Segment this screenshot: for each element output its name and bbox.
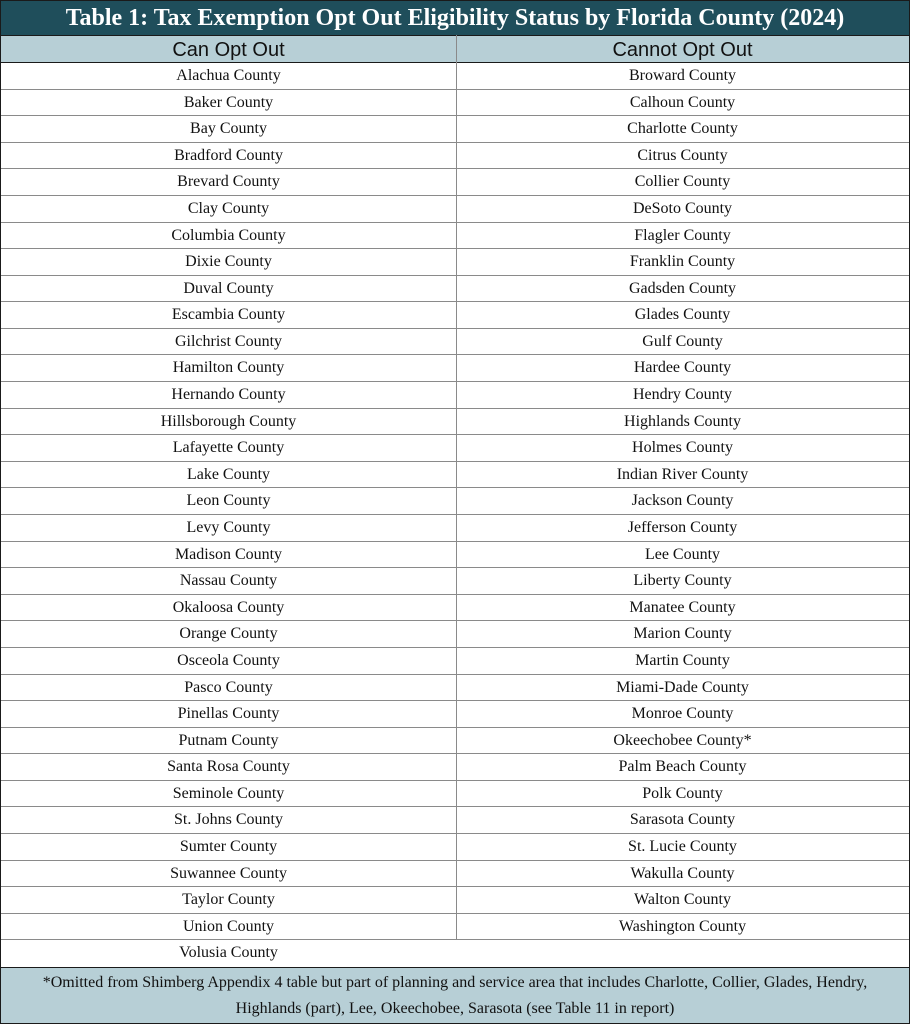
table-row [1, 435, 909, 462]
cannot-opt-out-cell: Gulf County [642, 332, 723, 350]
cannot-opt-out-cell: Washington County [618, 917, 747, 935]
can-opt-out-cell: Lafayette County [172, 439, 285, 457]
cannot-opt-out-cell: Franklin County [629, 253, 736, 271]
table-row [1, 90, 909, 117]
cannot-opt-out-cell: Jefferson County [627, 519, 738, 536]
can-opt-out-cell: Suwannee County [170, 864, 287, 882]
table-row [1, 914, 909, 941]
table-footnote [1, 967, 909, 1023]
can-opt-out-cell: Pinellas County [177, 705, 280, 723]
cannot-opt-out-cell: Calhoun County [629, 93, 736, 111]
can-opt-out-cell: Putnam County [178, 731, 279, 749]
table-row [1, 196, 909, 223]
table-row [1, 781, 909, 808]
table-row [1, 382, 909, 409]
can-opt-out-cell: Columbia County [171, 226, 286, 244]
can-opt-out-cell: Bay County [190, 120, 267, 138]
table-row [1, 169, 909, 196]
table-row [1, 329, 909, 356]
cannot-opt-out-cell: Martin County [635, 651, 730, 669]
table-row [1, 940, 909, 967]
table-row [1, 488, 909, 515]
can-opt-out-cell: Levy County [186, 519, 271, 536]
cannot-opt-out-cell: Wakulla County [630, 864, 735, 882]
cannot-opt-out-cell: Collier County [634, 173, 731, 191]
cannot-opt-out-cell: Holmes County [632, 439, 733, 457]
can-opt-out-cell: Nassau County [179, 572, 278, 590]
can-opt-out-cell: Duval County [183, 279, 274, 297]
cannot-opt-out-cell: Gadsden County [628, 279, 737, 297]
table-row [1, 302, 909, 329]
cannot-opt-out-cell: Manatee County [629, 598, 736, 616]
cannot-opt-out-cell: St. Lucie County [628, 838, 737, 856]
footnote-line-2: Highlands (part), Lee, Okeechobee, Sarasota (see Table 11 in report) [235, 1000, 675, 1017]
can-opt-out-cell: Hillsborough County [160, 412, 297, 430]
cannot-opt-out-cell: Palm Beach County [618, 758, 747, 776]
cannot-opt-out-cell: Hardee County [633, 359, 732, 377]
can-opt-out-cell: Hernando County [171, 386, 286, 404]
table-row [1, 807, 909, 834]
cannot-opt-out-cell: Liberty County [633, 572, 732, 590]
can-opt-out-cell: Hamilton County [172, 359, 285, 377]
can-opt-out-cell: Sumter County [179, 838, 278, 856]
can-opt-out-cell: Bradford County [174, 146, 283, 164]
can-opt-out-cell: Madison County [174, 545, 283, 563]
table-row [1, 675, 909, 702]
can-opt-out-cell: Clay County [187, 199, 270, 217]
table-row [1, 542, 909, 569]
cannot-opt-out-cell: Okeechobee County* [613, 731, 752, 749]
column-divider [456, 35, 457, 939]
table-row [1, 409, 909, 436]
footnote-line-1: *Omitted from Shimberg Appendix 4 table but part of planning and service area that includes Charlotte, Collier, Glades, Hendry, [42, 974, 868, 991]
table-row [1, 249, 909, 276]
cannot-opt-out-cell: DeSoto County [632, 199, 733, 217]
cannot-opt-out-cell: Lee County [644, 545, 721, 563]
can-opt-out-cell: Santa Rosa County [167, 758, 290, 776]
cannot-opt-out-cell: Polk County [642, 784, 723, 802]
table-row [1, 834, 909, 861]
can-opt-out-cell: Leon County [186, 492, 271, 510]
cannot-opt-out-cell: Glades County [634, 306, 731, 324]
table-row [1, 861, 909, 888]
can-opt-out-cell: Seminole County [172, 784, 285, 802]
can-opt-out-cell: Baker County [183, 93, 274, 111]
table-row [1, 621, 909, 648]
cannot-opt-out-cell: Highlands County [624, 412, 741, 430]
cannot-opt-out-cell: Jackson County [631, 492, 734, 510]
table-row [1, 728, 909, 755]
cannot-opt-out-cell: Monroe County [631, 705, 734, 723]
cannot-opt-out-cell: Walton County [634, 891, 731, 909]
table-row [1, 701, 909, 728]
table-row [1, 515, 909, 542]
can-opt-out-cell: Alachua County [176, 67, 281, 84]
can-opt-out-cell: Union County [182, 917, 275, 935]
cannot-opt-out-cell [456, 940, 909, 967]
table-body [1, 63, 909, 967]
can-opt-out-cell: Escambia County [171, 306, 286, 324]
can-opt-out-cell: Lake County [186, 465, 271, 483]
table-row [1, 223, 909, 250]
header-cannot-opt-out: Cannot Opt Out [612, 39, 753, 61]
table-header-row [1, 35, 909, 63]
can-opt-out-cell: Osceola County [177, 651, 280, 669]
can-opt-out-cell: Okaloosa County [172, 598, 285, 616]
can-opt-out-cell: Gilchrist County [174, 332, 283, 350]
cannot-opt-out-cell: Miami-Dade County [616, 678, 749, 696]
table-row [1, 143, 909, 170]
can-opt-out-cell: Volusia County [179, 944, 278, 962]
can-opt-out-cell: St. Johns County [174, 811, 283, 829]
table-row [1, 462, 909, 489]
table-row [1, 648, 909, 675]
table-row [1, 116, 909, 143]
header-can-opt-out: Can Opt Out [172, 39, 285, 61]
table-row [1, 568, 909, 595]
cannot-opt-out-cell: Hendry County [632, 386, 733, 404]
table-row [1, 276, 909, 303]
table-row [1, 595, 909, 622]
can-opt-out-cell: Orange County [179, 625, 278, 643]
cannot-opt-out-cell: Broward County [628, 67, 737, 84]
can-opt-out-cell: Dixie County [185, 253, 272, 271]
can-opt-out-cell: Brevard County [177, 173, 280, 191]
table-title: Table 1: Tax Exemption Opt Out Eligibility Status by Florida County (2024) [1, 1, 909, 35]
table-row [1, 887, 909, 914]
table-row [1, 355, 909, 382]
cannot-opt-out-cell: Sarasota County [629, 811, 736, 829]
can-opt-out-cell: Taylor County [182, 891, 275, 909]
cannot-opt-out-cell: Charlotte County [627, 120, 738, 138]
can-opt-out-cell: Pasco County [184, 678, 273, 696]
table-row [1, 754, 909, 781]
cannot-opt-out-cell: Indian River County [616, 465, 749, 483]
cannot-opt-out-cell: Citrus County [637, 146, 728, 164]
cannot-opt-out-cell: Flagler County [634, 226, 731, 244]
table-row [1, 63, 909, 90]
cannot-opt-out-cell: Marion County [633, 625, 732, 643]
